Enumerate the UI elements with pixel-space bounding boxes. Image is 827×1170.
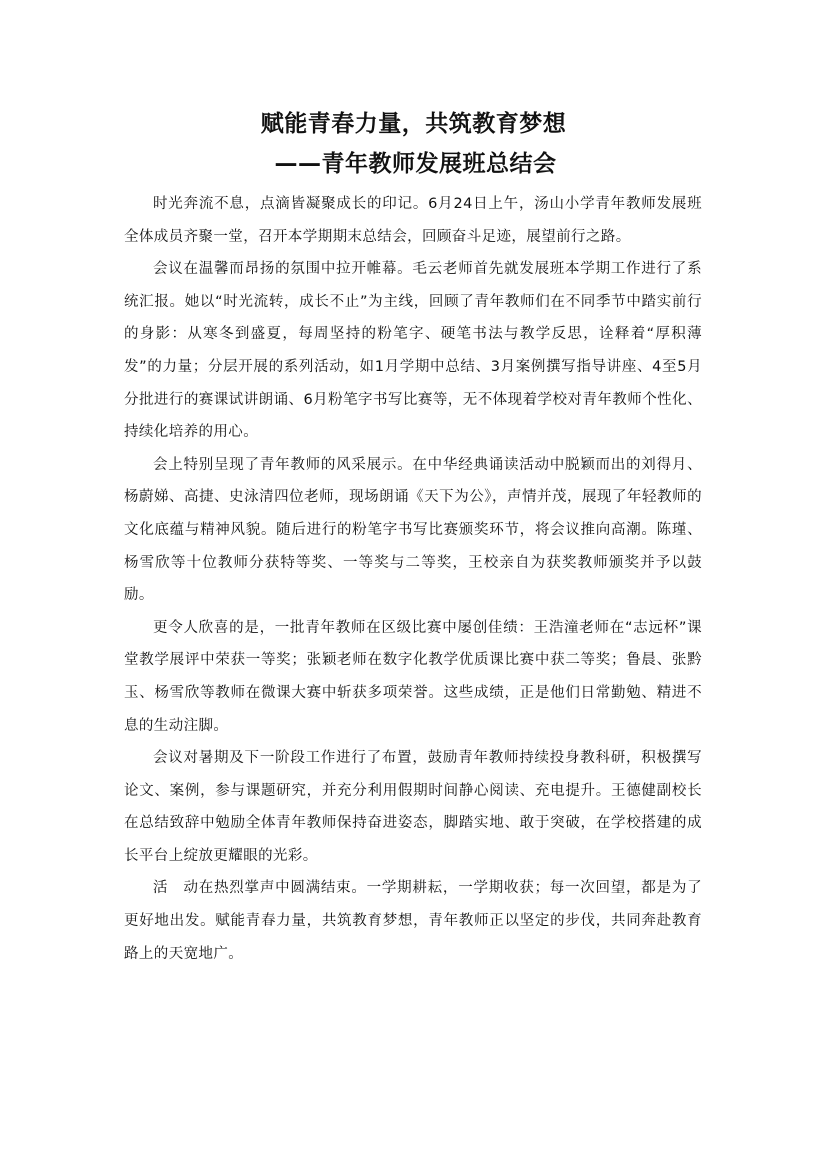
paragraph-plans: 会议对暑期及下一阶段工作进行了布置，鼓励青年教师持续投身教科研，积极撰写论文、案例，参与课题研究，并充分利用假期时间静心阅读、充电提升。王德健副校长在总结致辞中勉励全体青年教师保持奋进姿态，脚踏实地、敢于突破，在学校搭建的成长平台上绽放更耀眼的光彩。 xyxy=(124,750,702,864)
document-body xyxy=(124,188,702,970)
paragraph-intro: 时光奔流不息，点滴皆凝聚成长的印记。6月24日上午，汤山小学青年教师发展班全体成员齐聚一堂，召开本学期期末总结会，回顾奋斗足迹，展望前行之路。 xyxy=(124,196,702,245)
document-subtitle: ——青年教师发展班总结会 xyxy=(274,151,557,177)
paragraph-showcase: 会上特别呈现了青年教师的风采展示。在中华经典诵读活动中脱颖而出的刘得月、杨蔚娣、高捷、史泳清四位老师，现场朗诵《天下为公》，声情并茂，展现了年轻教师的文化底蕴与精神风貌。随后进行的粉笔字书写比赛颁奖环节，将会议推向高潮。陈瑾、杨雪欣等十位教师分获特等奖、一等奖与二等奖，王校亲自为获奖教师颁奖并予以鼓励。 xyxy=(124,456,702,604)
paragraph-achievements: 更令人欣喜的是，一批青年教师在区级比赛中屡创佳绩：王浩潼老师在“志远杯”课堂教学展评中荣获一等奖；张颖老师在数字化教学优质课比赛中获二等奖；鲁晨、张黔玉、杨雪欣等教师在微课大赛中斩获多项荣誉。这些成绩，正是他们日常勤勉、精进不息的生动注脚。 xyxy=(124,619,702,734)
paragraph-closing: 活 动在热烈掌声中圆满结束。一学期耕耘，一学期收获；每一次回望，都是为了更好地出发。赋能青春力量，共筑教育梦想，青年教师正以坚定的步伐，共同奔赴教育路上的天宽地广。 xyxy=(124,880,702,962)
title-block xyxy=(0,104,827,184)
document-title: 赋能青春力量，共筑教育梦想 xyxy=(260,111,567,137)
paragraph-report: 会议在温馨而昂扬的氛围中拉开帷幕。毛云老师首先就发展班本学期工作进行了系统汇报。她以“时光流转，成长不止”为主线，回顾了青年教师们在不同季节中踏实前行的身影：从寒冬到盛夏，每周坚持的粉笔字、硬笔书法与教学反思，诠释着“厚积薄发”的力量；分层开展的系列活动，如1月学期中总结、3月案例撰写指导讲座、4至5月分批进行的赛课试讲朗诵、6月粉笔字书写比赛等，无不体现着学校对青年教师个性化、持续化培养的用心。 xyxy=(124,261,702,441)
